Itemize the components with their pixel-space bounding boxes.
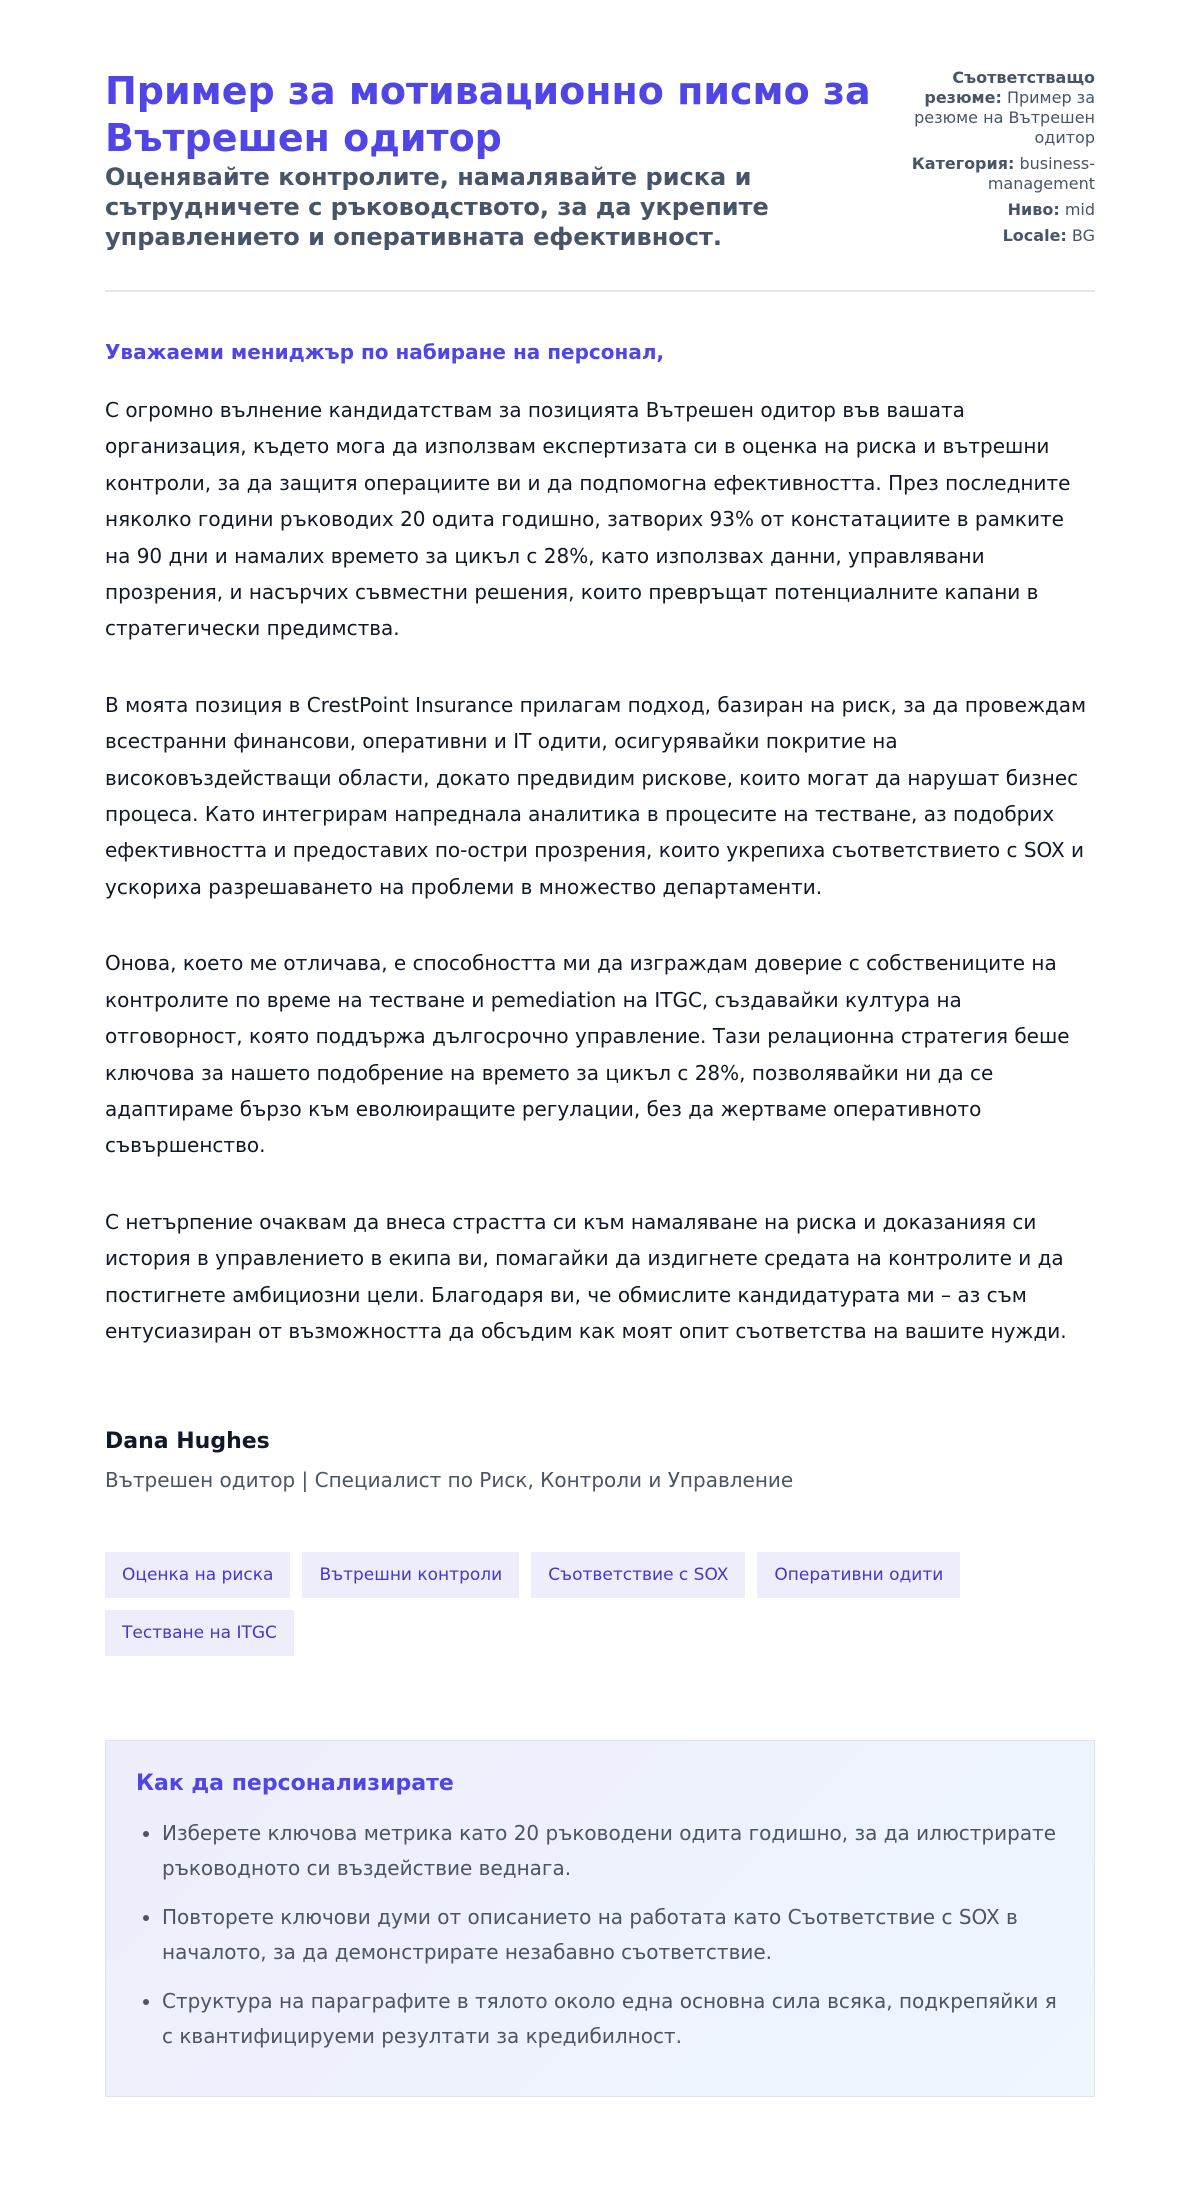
letter-paragraph: Онова, което ме отличава, е способността ми да изграждам доверие с собствениците на контролите по време на тестване и pemediation на ITGC, създавайки култура на отговорност, която поддържа дългосрочно управление. Тази релационна стратегия беше ключова за нашето подобрение на времето за цикъл с 28%, позволявайки ни да се адаптираме бързо към еволюиращите регулации, без да жертваме оперативното съвършенство. bbox=[105, 951, 1070, 1158]
meta-value: business-management bbox=[987, 154, 1095, 193]
letter-paragraph: В моята позиция в CrestPoint Insurance прилагам подход, базиран на риск, за да провеждам всестранни финансови, оперативни и IT одити, осигурявайки покритие на високовъздействащи области, докато предвидим рискове, които могат да нарушат бизнес процеса. Като интегрирам напреднала аналитика в процесите на тестване, аз подобрих ефективността и предоставих по-остри прозрения, които укрепиха съответствието с SOX и ускориха разрешаването на проблеми в множество департаменти. bbox=[105, 692, 1087, 899]
signature-name: Dana Hughes bbox=[105, 1429, 270, 1455]
letter-paragraph: С нетърпение очаквам да внеса страстта си към намаляване на риска и доказанияя си история в управлението в екипа ви, помагайки да издигнете средата на контролите и да постигнете амбициозни цели. Благодаря ви, че обмислите кандидатурата ми – аз съм ентусиазиран от възможността да обсъдим как моят опит съответства на вашите нужди. bbox=[105, 1209, 1067, 1343]
skill-tag: Оценка на риска bbox=[105, 1552, 290, 1598]
tips-heading: Как да персонализирате bbox=[136, 1771, 454, 1797]
meta-level bbox=[885, 200, 1095, 220]
header-divider bbox=[105, 290, 1095, 292]
customization-tips-box bbox=[105, 1740, 1095, 2097]
letter-paragraph: С огромно вълнение кандидатствам за позицията Вътрешен одитор във вашата организация, където мога да използвам експертизата си в оценка на риска и вътрешни контроли, за да защитя операциите ви и да подпомогна ефективността. През последните няколко години ръководих 20 одита годишно, затворих 93% от констатациите в рамките на 90 дни и намалих времето за цикъл с 28%, като използвах данни, управлявани прозрения, и насърчих съвместни решения, които превръщат потенциалните капани в стратегически предимства. bbox=[105, 398, 1071, 641]
page-title: Пример за мотивационно писмо за Вътрешен одитор bbox=[105, 69, 871, 160]
tip-item: • Структура на параграфите в тялото около една основна сила всяка, подкрепяйки я с квантифицируеми резултати за кредибилност. bbox=[162, 1984, 1064, 2054]
skill-tag: Вътрешни контроли bbox=[302, 1552, 519, 1598]
meta-label: Locale: bbox=[1002, 226, 1067, 245]
signature-title: Вътрешен одитор | Специалист по Риск, Контроли и Управление bbox=[105, 1468, 794, 1493]
meta-label: Категория: bbox=[911, 154, 1015, 173]
tip-item: • Повторете ключови думи от описанието на работата като Съответствие с SOX в началото, за да демонстрирате незабавно съответствие. bbox=[162, 1900, 1064, 1970]
skill-tag: Съответствие с SOX bbox=[531, 1552, 745, 1598]
page-header bbox=[105, 68, 1095, 252]
skill-tags bbox=[105, 1552, 1005, 1656]
salutation: Уважаеми мениджър по набиране на персонал, bbox=[105, 340, 665, 364]
page-subtitle: Оценявайте контролите, намалявайте риска и сътрудничете с ръководството, за да укрепите управлението и оперативната ефективност. bbox=[105, 163, 769, 251]
meta-label: Ниво: bbox=[1007, 200, 1060, 219]
meta-matching-resume bbox=[885, 68, 1095, 148]
title-block bbox=[105, 68, 885, 252]
meta-value: BG bbox=[1071, 226, 1095, 245]
meta-locale bbox=[885, 226, 1095, 246]
meta-value: mid bbox=[1064, 200, 1095, 219]
skill-tag: Тестване на ITGC bbox=[105, 1610, 294, 1656]
meta-value: Пример за резюме на Вътрешен одитор bbox=[914, 88, 1095, 147]
meta-label: Съответстващо резюме: bbox=[924, 68, 1095, 107]
tip-item: • Изберете ключова метрика като 20 ръководени одита годишно, за да илюстрирате ръководното си въздействие веднага. bbox=[162, 1816, 1064, 1886]
meta-category bbox=[885, 154, 1095, 194]
cover-letter-page bbox=[105, 0, 1095, 2097]
tips-list bbox=[136, 1816, 1064, 2054]
meta-panel bbox=[885, 68, 1095, 252]
skill-tag: Оперативни одити bbox=[757, 1552, 960, 1598]
